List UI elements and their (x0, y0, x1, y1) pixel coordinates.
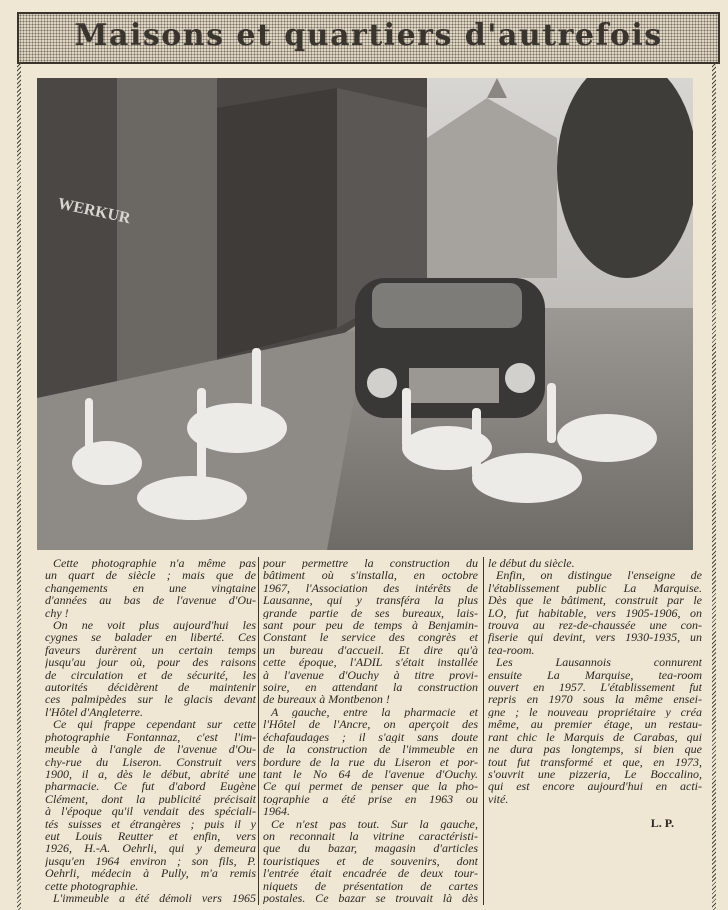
author-signature: L. P. (650, 816, 674, 831)
paragraph (45, 619, 256, 718)
text-line: Clément, dont la publicité précisait (45, 792, 256, 806)
paragraph (488, 569, 702, 656)
text-line: échafaudages ; il s'agit sans doute (263, 730, 478, 744)
text-line: ces palmipèdes sur le glacis devant (45, 693, 256, 706)
text-line: s'ouvrit une pizzeria, Le Boccalino, (488, 767, 702, 781)
text-line: Lausanne, qui y transféra la plus (263, 594, 478, 607)
text-line: vité. (488, 792, 509, 806)
text-line: grande partie de ses bureaux, lais- (263, 606, 478, 620)
text-line: un bureau d'accueil. Et dire qu'à (263, 643, 478, 657)
text-line: à l'époque qu'il vendait des spéciali- (45, 805, 256, 818)
text-line: autorités décidèrent de maintenir (45, 681, 256, 694)
storefront-sign: WERKUR (56, 195, 132, 228)
text-line: jusqu'en 1964 environ ; son fils, P. (45, 854, 256, 868)
text-line: l'Hôtel d'Angleterre. (45, 705, 143, 719)
text-line: niquets de présentation de cartes (263, 879, 478, 892)
text-line: Enfin, on distingue l'enseigne de (496, 569, 702, 582)
text-line: de bureaux à Montbenon ! (263, 693, 390, 706)
text-line: trouva au rez-de-chaussée une con- (488, 619, 702, 632)
text-line: sant pour peu de temps à Benjamin- (263, 619, 478, 632)
paragraph (45, 557, 256, 619)
text-line: un quart de siècle ; mais que de (45, 569, 256, 582)
text-line: 1926, H.-A. Oehrli, qui y demeura (45, 842, 256, 855)
paragraph (488, 656, 702, 805)
text-line: de la construction de l'immeuble en (263, 743, 478, 756)
text-line: que du bazar, magasin d'articles (263, 842, 478, 855)
article-column-1 (45, 557, 256, 904)
text-line: chy ! (45, 606, 69, 620)
paragraph (263, 706, 478, 818)
street-photograph (37, 78, 693, 550)
text-line: bâtiment où s'installa, en octobre (263, 569, 478, 582)
text-line: Les Lausannois connurent (496, 656, 702, 669)
photo-illustration (37, 78, 693, 550)
text-line: pour permettre la construction du (263, 557, 478, 570)
paragraph (263, 818, 478, 905)
article-column-3 (488, 557, 702, 830)
text-line: cette photographie. (45, 879, 139, 892)
text-line: Constant le service des congrès et (263, 631, 478, 644)
column-rule (258, 557, 259, 905)
text-line: tout fut transformé et que, en 1973, (488, 755, 702, 768)
text-line: qui est encore aujourd'hui en acti- (488, 780, 702, 793)
text-line: même, au premier étage, un restau- (488, 718, 702, 731)
text-line: cygnes se balader en liberté. Ces (45, 631, 256, 644)
text-line: tea-room. (488, 643, 535, 657)
text-line: Ce qui permet de penser que la pho- (263, 780, 478, 793)
text-line: touristiques et de souvenirs, dont (263, 854, 478, 868)
text-line: à l'avenue d'Ouchy à titre provi- (263, 668, 478, 682)
text-line: 1964. (263, 805, 290, 818)
text-line: Dès que le bâtiment, construit par le (488, 594, 702, 607)
text-line: L'immeuble a été démoli vers 1965 (53, 891, 256, 905)
text-line: gne ; le nouveau propriétaire y créa (488, 705, 702, 719)
text-line: chy-rue du Liseron. Construit vers (45, 755, 256, 768)
text-line: rant chic le Marquis de Carabas, qui (488, 730, 702, 744)
text-line: soire, en attendant la construction (263, 681, 478, 694)
article-column-2 (263, 557, 478, 904)
text-line: pharmacie. Ce fut d'abord Eugène (45, 780, 256, 793)
text-line: l'établissement public La Marquise. (488, 581, 702, 595)
text-line: tés suisses et étrangères ; puis il y (45, 817, 256, 830)
text-line: photographie Fontannaz, c'est l'im- (45, 730, 256, 744)
column-rule (483, 557, 484, 905)
paragraph (45, 718, 256, 892)
text-line: Ce n'est pas tout. Sur la gauche, (271, 817, 478, 830)
text-line: repris en 1970 sous la même ensei- (488, 693, 702, 706)
text-line: ouvert en 1957. L'établissement fut (488, 681, 702, 694)
paragraph (488, 557, 702, 569)
text-line: changements en une vingtaine (45, 581, 256, 595)
text-line: Oehrli, médecin à Pully, m'a remis (45, 867, 256, 880)
headline-banner (17, 12, 720, 64)
text-line: eut Louis Reutter et enfin, vers (45, 829, 256, 843)
text-line: jusqu'au jour où, pour des raisons (45, 656, 256, 669)
text-line: ensuite La Marquise, tea-room (488, 668, 702, 682)
text-line: On ne voit plus aujourd'hui les (53, 619, 256, 632)
text-line: LO, fut habitable, vers 1905-1906, on (488, 606, 702, 620)
paragraph (263, 557, 478, 706)
text-line: bordure de la rue du Liseron et por- (263, 755, 478, 768)
text-line: l'entrée était encadrée de deux tour- (263, 867, 478, 880)
text-line: tant le No 64 de l'avenue d'Ouchy. (263, 767, 478, 781)
text-line: l'Hôtel de l'Ancre, on aperçoit des (263, 718, 478, 731)
text-line: tographie a été prise en 1963 ou (263, 792, 478, 806)
text-line: ne dura pas longtemps, si bien que (488, 743, 702, 756)
text-line: faveurs durèrent un certain temps (45, 643, 256, 657)
page-title: Maisons et quartiers d'autrefois (74, 18, 663, 53)
text-line: le début du siècle. (488, 557, 575, 570)
text-line: de circulation et de sécurité, les (45, 668, 256, 682)
text-line: fiserie qui devint, vers 1930-1935, un (488, 631, 702, 644)
text-line: postales. Ce bazar se trouvait là dès (263, 891, 478, 905)
right-border-rule (712, 62, 716, 910)
text-line: d'années au bas de l'avenue d'Ou- (45, 594, 256, 607)
text-line: A gauche, entre la pharmacie et (271, 705, 478, 719)
text-line: on reconnait la vitrine caractéristi- (263, 829, 478, 843)
text-line: Ce qui frappe cependant sur cette (53, 718, 256, 731)
text-line: meuble à l'angle de l'avenue d'Ou- (45, 743, 256, 756)
text-line: 1900, il a, dès le début, abrité une (45, 767, 256, 781)
car (355, 278, 545, 418)
text-line: Cette photographie n'a même pas (53, 557, 256, 570)
left-border-rule (17, 62, 21, 910)
paragraph (45, 892, 256, 904)
text-line: cette époque, l'ADIL s'était installée (263, 656, 478, 669)
text-line: 1967, l'Association des intérêts de (263, 581, 478, 595)
